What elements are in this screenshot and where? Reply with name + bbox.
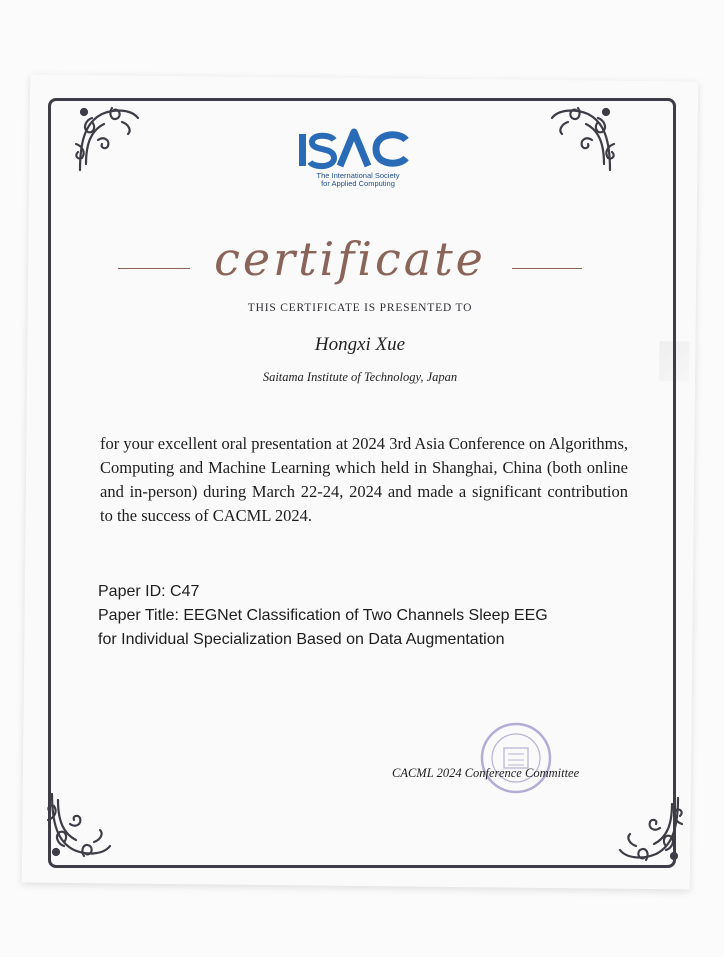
paper-title-line2: for Individual Specialization Based on Data Augmentation xyxy=(98,631,505,648)
paper-title-line1: Paper Title: EEGNet Classification of Two Channels Sleep EEG xyxy=(98,607,548,624)
paper-id: Paper ID: C47 xyxy=(98,583,200,600)
isac-logo-mark xyxy=(296,128,414,172)
presented-to-label: THIS CERTIFICATE IS PRESENTED TO xyxy=(247,302,473,314)
paper-details xyxy=(98,580,638,652)
isac-logo xyxy=(296,128,436,188)
committee-signature: CACML 2024 Conference Committee xyxy=(392,766,580,780)
certificate-body: for your excellent oral presentation at 2024 3rd Asia Conference on Algorithms, Computing and Machine Learning which held in Shanghai, China (both online and in-person) during March 22-24, 2024 and made a significant contribution to the success of CACML 2024. xyxy=(100,434,628,525)
corner-ornament-bottom-left xyxy=(44,786,114,864)
logo-tagline-line2: for Applied Computing xyxy=(321,179,395,188)
logo-tagline-line1: The International Society xyxy=(316,171,400,180)
corner-ornament-bottom-right xyxy=(616,790,686,868)
recipient-name: Hongxi Xue xyxy=(314,334,406,355)
corner-ornament-top-right xyxy=(548,100,618,178)
logo-tagline xyxy=(298,172,418,188)
corner-ornament-top-left xyxy=(72,100,142,178)
title-rule-right xyxy=(512,268,582,269)
certificate-title: certificate xyxy=(214,232,486,286)
recipient-institution: Saitama Institute of Technology, Japan xyxy=(262,370,458,384)
official-seal xyxy=(478,720,554,796)
